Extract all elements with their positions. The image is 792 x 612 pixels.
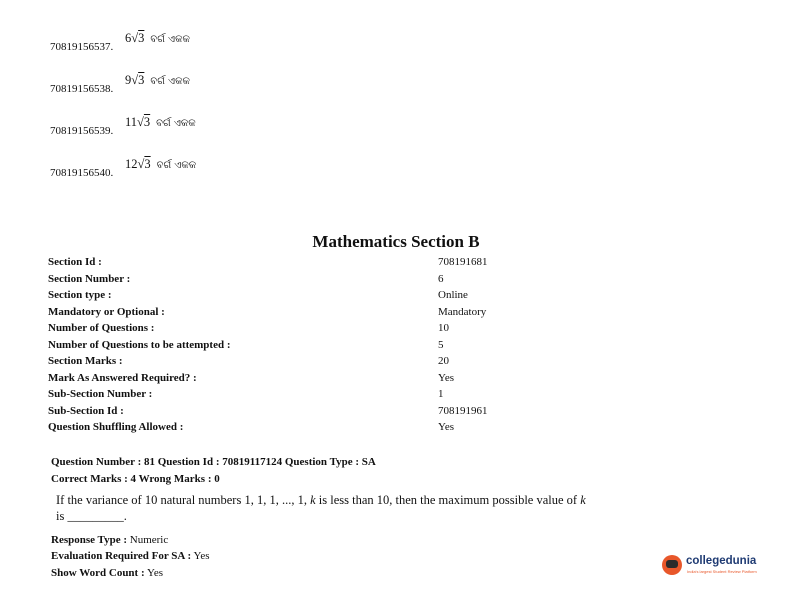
info-value: 6: [438, 273, 444, 285]
question-text: [56, 492, 596, 524]
section-info-row: [48, 388, 568, 404]
section-info-row: [48, 306, 568, 322]
question-text-part: is _________.: [56, 509, 127, 523]
logo-tagline: India's largest Student Review Platform: [687, 569, 757, 574]
section-info-row: [48, 405, 568, 421]
option-id: 70819156540.: [50, 167, 114, 179]
answer-unit: ବର୍ଗ ଏକକ: [150, 76, 190, 87]
response-value: Numeric: [129, 534, 169, 546]
section-info-row: [48, 273, 568, 289]
info-key: Number of Questions to be attempted :: [48, 339, 231, 351]
section-info-row: [48, 256, 568, 272]
answer-radicand: 3: [138, 31, 145, 45]
info-key: Mark As Answered Required? :: [48, 372, 197, 384]
info-key: Sub-Section Id :: [48, 405, 124, 417]
info-value: 1: [438, 388, 444, 400]
option-4: [50, 157, 197, 179]
section-info-row: [48, 322, 568, 338]
answer-radicand: 3: [144, 157, 151, 171]
info-key: Section Number :: [48, 273, 131, 285]
logo-brand: collegedunia: [686, 555, 757, 567]
info-value: 10: [438, 322, 449, 334]
section-info-row: [48, 355, 568, 371]
question-header: Question Number : 81 Question Id : 70819117124 Question Type : SA: [51, 456, 376, 468]
option-answer: 12√3 ବର୍ଗ ଏକକ: [125, 157, 197, 171]
answer-radicand: 3: [143, 115, 151, 129]
option-id: 70819156537.: [50, 41, 114, 53]
section-title: Mathematics Section B: [312, 232, 480, 251]
answer-unit: ବର୍ଗ ଏକକ: [156, 160, 197, 171]
info-key: Section Marks :: [48, 355, 123, 367]
response-key: Show Word Count :: [51, 567, 145, 579]
evaluation-required: [51, 550, 210, 562]
option-answer: 6√3 ବର୍ଗ ଏକକ: [125, 31, 190, 45]
variable-k: k: [580, 493, 586, 507]
info-value: Mandatory: [438, 306, 487, 318]
option-answer: 9√3 ବର୍ଗ ଏକକ: [125, 73, 190, 87]
info-value: Yes: [438, 421, 455, 433]
info-key: Mandatory or Optional :: [48, 306, 165, 318]
option-3: [50, 115, 196, 137]
response-type: [51, 534, 168, 546]
info-value: 5: [438, 339, 444, 351]
answer-unit: ବର୍ଗ ଏକକ: [150, 34, 190, 45]
answer-unit: ବର୍ଗ ଏକକ: [156, 118, 196, 129]
section-info-row: [48, 421, 568, 437]
info-key: Number of Questions :: [48, 322, 155, 334]
option-id: 70819156538.: [50, 83, 114, 95]
variable-k: k: [310, 493, 316, 507]
info-key: Question Shuffling Allowed :: [48, 421, 184, 433]
show-word-count: [51, 567, 163, 579]
question-text-part: is less than 10, then the maximum possible value of: [315, 493, 581, 507]
collegedunia-logo: [662, 551, 762, 585]
response-value: Yes: [146, 567, 163, 579]
section-info-row: [48, 339, 568, 355]
answer-coefficient: 11: [125, 115, 138, 129]
info-key: Section Id :: [48, 256, 102, 268]
info-value: 20: [438, 355, 449, 367]
answer-coefficient: 12: [125, 157, 138, 171]
info-key: Sub-Section Number :: [48, 388, 153, 400]
info-value: Online: [438, 289, 468, 301]
question-text-part: If the variance of 10 natural numbers 1, 1, 1, ..., 1,: [56, 493, 311, 507]
answer-coefficient: 9: [125, 73, 132, 87]
option-1: [50, 31, 190, 53]
section-info-row: [48, 372, 568, 388]
section-info-row: [48, 289, 568, 305]
response-key: Evaluation Required For SA :: [51, 550, 192, 562]
response-key: Response Type :: [51, 534, 127, 546]
question-marks: Correct Marks : 4 Wrong Marks : 0: [51, 473, 220, 485]
info-key: Section type :: [48, 289, 112, 301]
info-value: Yes: [438, 372, 455, 384]
option-id: 70819156539.: [50, 125, 114, 137]
answer-coefficient: 6: [125, 31, 132, 45]
option-answer: 11√3 ବର୍ଗ ଏକକ: [125, 115, 196, 129]
info-value: 708191681: [438, 256, 488, 268]
info-value: 708191961: [438, 405, 488, 417]
option-2: [50, 73, 190, 95]
answer-radicand: 3: [138, 73, 145, 87]
logo-glasses-icon: [666, 560, 678, 568]
response-value: Yes: [193, 550, 210, 562]
